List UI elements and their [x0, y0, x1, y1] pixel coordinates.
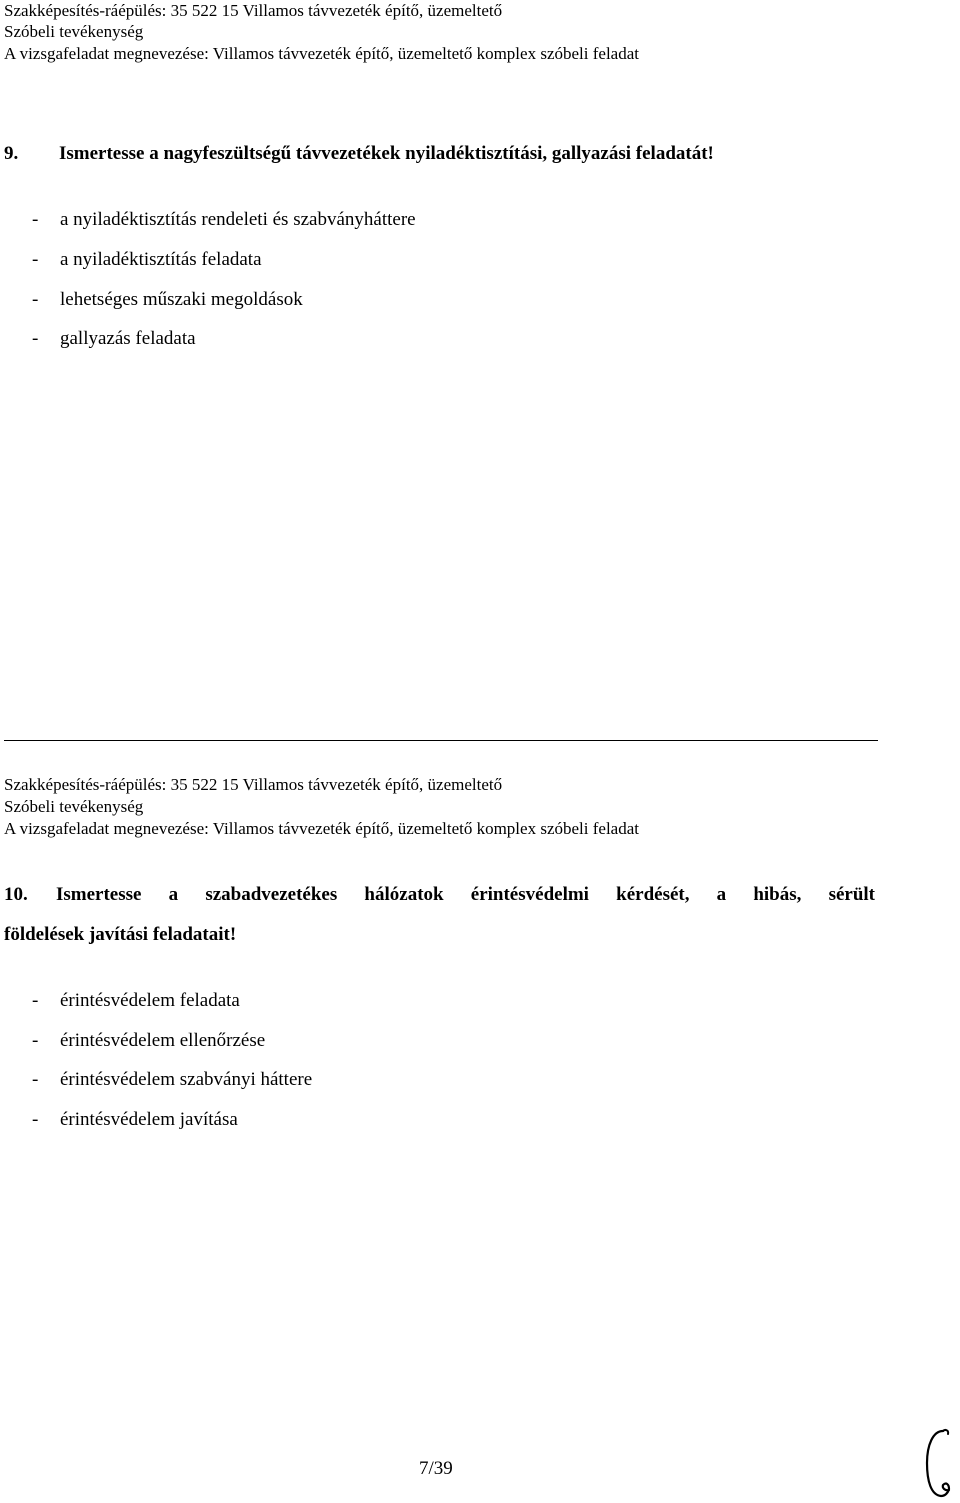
list-item	[32, 1029, 265, 1053]
list-item-text: érintésvédelem szabványi háttere	[60, 1069, 313, 1090]
page-divider	[4, 740, 878, 741]
header-line-task-name: A vizsgafeladat megnevezése: Villamos távvezeték építő, üzemeltető komplex szóbeli feladat	[4, 819, 639, 838]
question-text: Ismertesse a nagyfeszültségű távvezetékek nyiladéktisztítási, gallyazási feladatát!	[59, 143, 714, 164]
list-dash: -	[32, 289, 39, 310]
list-dash: -	[32, 1030, 39, 1051]
list-dash: -	[32, 328, 39, 349]
header-line-qualification: Szakképesítés-ráépülés: 35 522 15 Villamos távvezeték építő, üzemeltető	[4, 1, 503, 20]
list-item	[32, 327, 196, 351]
header-line-task-name: A vizsgafeladat megnevezése: Villamos távvezeték építő, üzemeltető komplex szóbeli feladat	[4, 44, 639, 63]
list-dash: -	[32, 249, 39, 270]
list-item	[32, 1068, 312, 1092]
list-item	[32, 989, 240, 1013]
list-item-text: a nyiladéktisztítás feladata	[60, 249, 262, 270]
page-number: 7/39	[419, 1458, 453, 1479]
question-text-line2: földelések javítási feladatait!	[4, 924, 237, 945]
list-item	[32, 248, 262, 272]
signature-mark	[915, 1425, 959, 1501]
list-dash: -	[32, 209, 39, 230]
question-text-line1: Ismertesse a szabadvezetékes hálózatok érintésvédelmi kérdését, a hibás, sérült	[56, 884, 875, 905]
header-line-activity: Szóbeli tevékenység	[4, 22, 144, 41]
list-item	[32, 288, 303, 312]
list-item-text: érintésvédelem javítása	[60, 1109, 238, 1130]
list-item	[32, 1108, 238, 1132]
list-item-text: érintésvédelem feladata	[60, 990, 240, 1011]
list-item-text: a nyiladéktisztítás rendeleti és szabványháttere	[60, 209, 416, 230]
question-9	[4, 142, 714, 166]
header-line-activity: Szóbeli tevékenység	[4, 797, 144, 816]
list-dash: -	[32, 990, 39, 1011]
list-item-text: lehetséges műszaki megoldások	[60, 289, 303, 310]
header-line-qualification: Szakképesítés-ráépülés: 35 522 15 Villamos távvezeték építő, üzemeltető	[4, 775, 503, 794]
list-item	[32, 208, 416, 232]
list-dash: -	[32, 1109, 39, 1130]
list-item-text: érintésvédelem ellenőrzése	[60, 1030, 266, 1051]
list-dash: -	[32, 1069, 39, 1090]
question-number: 10.	[4, 884, 28, 905]
question-number: 9.	[4, 143, 19, 164]
question-10-line1	[4, 883, 875, 907]
list-item-text: gallyazás feladata	[60, 328, 196, 349]
